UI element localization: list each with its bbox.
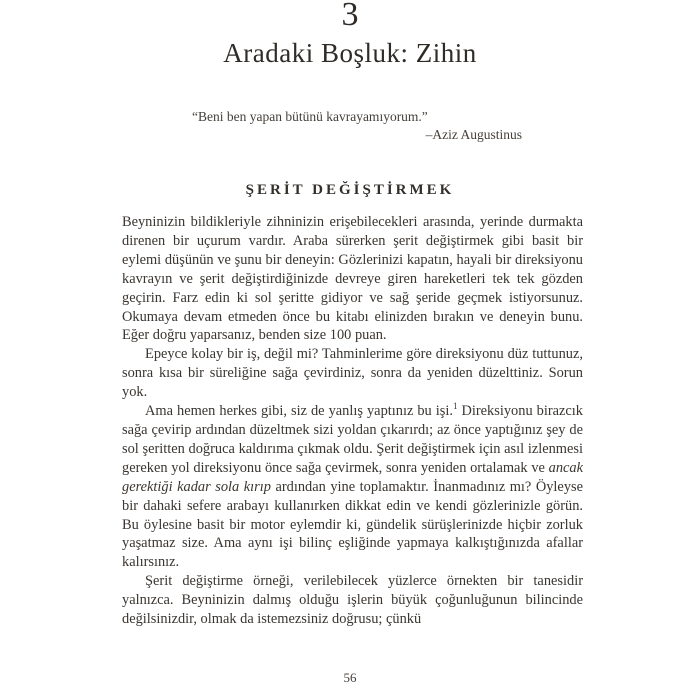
italic-phrase: ancak gerektiği kadar sola kırıp <box>122 459 583 495</box>
chapter-number: 3 <box>341 0 359 33</box>
section-heading: ŞERİT DEĞİŞTİRMEK <box>245 182 455 198</box>
paragraph-4 <box>122 572 583 629</box>
paragraph-3-text-1: Ama hemen herkes gibi, siz de yanlış yaptınız bu işi. <box>145 403 453 420</box>
chapter-title: Aradaki Boşluk: Zihin <box>223 38 477 68</box>
paragraph-3-text-2: Direksiyonu birazcık sağa çevirip ardından düzeltmek sizi yoldan çıkarırdı; az önce yaptığınız şey de sol şeritten doğruca kaldırıma çıkmak oldu. Şerit değiştirmek için asıl izlenmesi gereken yol direksiyonu önce sağa çevirmek, sonra yeniden ortalamak ve <box>122 403 583 476</box>
paragraph-1 <box>122 213 583 345</box>
epigraph-attribution: –Aziz Augustinus <box>425 127 522 142</box>
paragraph-2 <box>122 345 583 402</box>
epigraph-quote: “Beni ben yapan bütünü kavrayamıyorum.” <box>192 109 428 124</box>
body-text <box>122 213 583 661</box>
page-number: 56 <box>343 670 357 685</box>
paragraph-3 <box>122 402 583 572</box>
paragraph-2-text: Epeyce kolay bir iş, değil mi? Tahminlerime göre direksiyonu düz tuttunuz, sonra kısa bir süreliğine sağa çevirdiniz, sonra da yeniden düzelttiniz. Sorun yok. <box>122 346 583 401</box>
footnote-marker: 1 <box>452 401 458 412</box>
epigraph <box>192 108 522 144</box>
paragraph-3-text-3: ardından yine toplamaktır. İnanmadınız mı? Öyleyse bir dahaki sefere arabayı kullanırken dikkat edin ve kendi gözlerinizle görün. Bu öylesine basit bir motor eylemdir ki, gündelik sürüşlerinizde hiçbir zorluk yaşatmaz size. Ama aynı işi bilinç eşliğinde yapmaya kalkıştığınızda afallar kalırsınız. <box>122 478 583 571</box>
paragraph-4-text: Şerit değiştirme örneği, verilebilecek yüzlerce örnekten bir tanesidir yalnızca. Beyninizin dalmış olduğu işlerin büyük çoğunluğunun bilincinde değilsinizdir, olmak da istemezsiniz doğrusu; çünkü <box>122 573 583 628</box>
paragraph-1-text: Beyninizin bildikleriyle zihninizin erişebilecekleri arasında, yerinde durmakta direnen bir uçurum vardır. Araba sürerken şerit değiştirmek gibi basit bir eylemi düşünün ve şunu bir deneyin: Gözlerinizi kapatın, hayali bir direksiyonu kavrayın ve şerit değiştirdiğinizde devreye giren hareketleri tek tek gözden geçirin. Farz edin ki sol şeritte gidiyor ve sağ şeride geçmek istiyorsunuz. Okumaya devam etmeden önce bu kitabı elinizden bırakın ve deneyin bunu. Eğer doğru yaparsanız, benden size 100 puan. <box>122 214 583 344</box>
